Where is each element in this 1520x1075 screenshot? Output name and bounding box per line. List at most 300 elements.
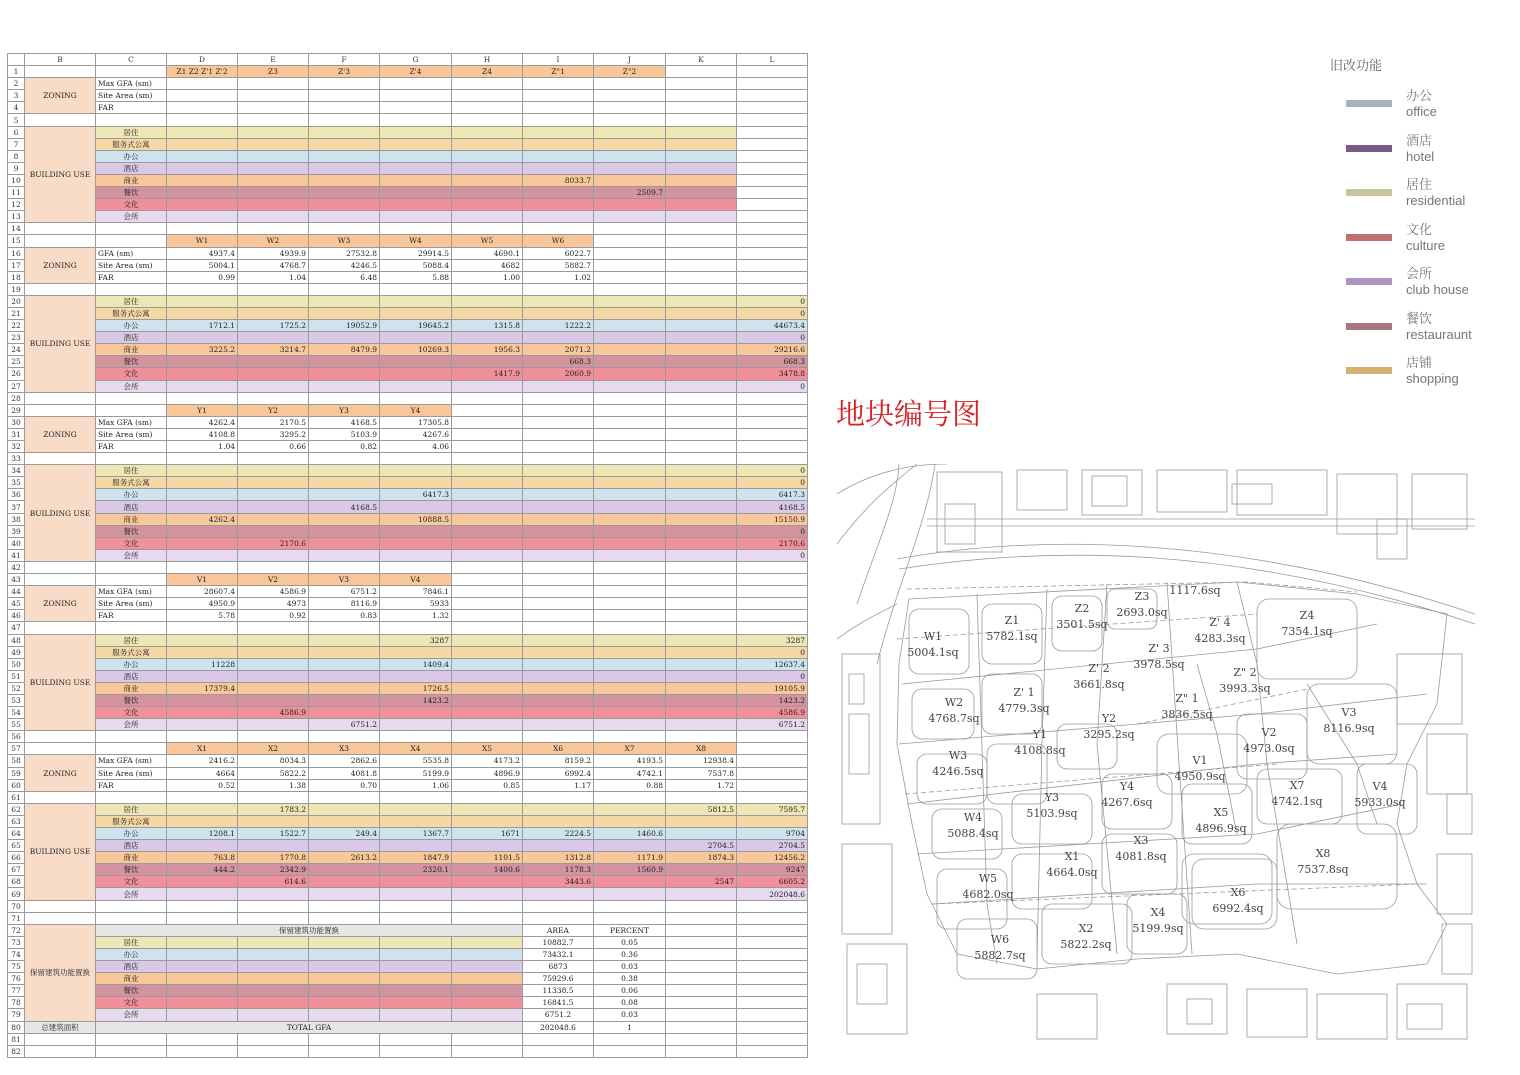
plot-header: X2 [238, 743, 309, 755]
plot-area: 3836.5sq [1161, 708, 1213, 721]
use-name: 服务式公寓 [96, 477, 167, 489]
use-value [380, 549, 452, 561]
plot-area: 2693.0sq [1116, 606, 1168, 619]
plot-id: V4 [1372, 780, 1388, 793]
summary-fill [309, 1009, 380, 1021]
use-value [452, 356, 523, 368]
use-value: 2704.5 [666, 840, 737, 852]
use-value [666, 719, 737, 731]
row-number: 27 [8, 380, 25, 392]
use-value [452, 380, 523, 392]
use-value: 2170.6 [238, 537, 309, 549]
use-value [594, 719, 666, 731]
use-value [309, 465, 380, 477]
use-value [309, 332, 380, 344]
use-value: 10269.3 [380, 344, 452, 356]
summary-percent: 0.38 [594, 973, 666, 985]
sheet-row [8, 803, 808, 815]
empty-cell [25, 900, 96, 912]
empty-cell [594, 235, 666, 247]
empty-cell [737, 622, 808, 634]
use-name: 商业 [96, 852, 167, 864]
zoning-value [167, 102, 238, 114]
legend-en-label: office [1406, 104, 1437, 119]
plot-id: Z" 2 [1233, 666, 1257, 679]
use-value: 3443.6 [523, 876, 594, 888]
use-name: 居住 [96, 465, 167, 477]
use-value [523, 501, 594, 513]
empty-cell [96, 574, 167, 586]
use-value [167, 187, 238, 199]
sheet-row [8, 694, 808, 706]
use-value [309, 513, 380, 525]
summary-fill [380, 936, 452, 948]
use-total: 4168.5 [737, 501, 808, 513]
empty-cell [96, 66, 167, 78]
empty-cell [594, 574, 666, 586]
empty-cell [666, 78, 737, 90]
empty-cell [167, 392, 238, 404]
zoning-value: 4939.9 [238, 247, 309, 259]
use-value [238, 356, 309, 368]
empty-cell [452, 428, 523, 440]
sheet-row [8, 864, 808, 876]
use-value [594, 211, 666, 223]
empty-cell [666, 223, 737, 235]
row-number: 24 [8, 344, 25, 356]
legend-swatch [1346, 323, 1392, 330]
summary-fill [452, 997, 523, 1009]
empty-cell [96, 622, 167, 634]
empty-cell [666, 973, 737, 985]
plot-area: 4664.0sq [1046, 866, 1098, 879]
use-value: 17379.4 [167, 682, 238, 694]
use-value [309, 888, 380, 900]
zoning-value: 0.66 [238, 441, 309, 453]
legend-cn-label: 餐饮 [1406, 311, 1433, 327]
empty-cell [666, 271, 737, 283]
use-value [452, 694, 523, 706]
use-value [167, 888, 238, 900]
empty-cell [309, 1045, 380, 1057]
plot-header: Z"1 [523, 66, 594, 78]
empty-cell [666, 1033, 737, 1045]
use-value [238, 694, 309, 706]
use-value [523, 295, 594, 307]
use-value [452, 888, 523, 900]
summary-fill [309, 948, 380, 960]
zoning-value: 17305.8 [380, 416, 452, 428]
plot-header: V3 [309, 574, 380, 586]
empty-cell [167, 283, 238, 295]
row-number: 52 [8, 682, 25, 694]
use-value [666, 150, 737, 162]
use-value [666, 864, 737, 876]
legend-cn-label: 居住 [1406, 178, 1433, 193]
summary-area: 73432.1 [523, 948, 594, 960]
empty-cell [523, 223, 594, 235]
plot-area: 3993.3sq [1219, 682, 1271, 695]
use-value: 4262.4 [167, 513, 238, 525]
empty-cell [452, 574, 523, 586]
sheet-row [8, 187, 808, 199]
use-total: 0 [737, 670, 808, 682]
use-value: 5812.5 [666, 803, 737, 815]
empty-cell [523, 441, 594, 453]
use-value [167, 150, 238, 162]
plot-id: X3 [1133, 834, 1149, 847]
use-value [380, 670, 452, 682]
empty-cell [380, 561, 452, 573]
sheet-row [8, 586, 808, 598]
building-use-label: BUILDING USE [25, 803, 96, 900]
use-total [737, 126, 808, 138]
summary-fill [167, 973, 238, 985]
use-value [666, 187, 737, 199]
empty-cell [594, 392, 666, 404]
empty-cell [666, 416, 737, 428]
row-number: 47 [8, 622, 25, 634]
empty-cell [452, 441, 523, 453]
row-number: 32 [8, 441, 25, 453]
use-value [523, 670, 594, 682]
use-name: 居住 [96, 634, 167, 646]
use-value [666, 199, 737, 211]
use-value: 1423.2 [380, 694, 452, 706]
empty-cell [380, 223, 452, 235]
row-number: 43 [8, 574, 25, 586]
zoning-value: 4168.5 [309, 416, 380, 428]
use-value: 8479.9 [309, 344, 380, 356]
use-value [167, 380, 238, 392]
total-gfa-label: TOTAL GFA [96, 1021, 523, 1033]
row-number: 50 [8, 658, 25, 670]
row-number: 39 [8, 525, 25, 537]
row-number: 46 [8, 610, 25, 622]
empty-cell [25, 791, 96, 803]
empty-cell [452, 731, 523, 743]
empty-cell [666, 622, 737, 634]
zoning-value: 5103.9 [309, 428, 380, 440]
legend-en-label: hotel [1406, 148, 1435, 164]
row-number: 18 [8, 271, 25, 283]
use-value [594, 199, 666, 211]
use-value [167, 876, 238, 888]
use-value [167, 174, 238, 186]
use-name: 餐饮 [96, 525, 167, 537]
summary-fill [380, 1009, 452, 1021]
use-value [594, 368, 666, 380]
zoning-value: 1.38 [238, 779, 309, 791]
empty-cell [25, 731, 96, 743]
legend-swatch [1346, 100, 1392, 107]
use-value [167, 126, 238, 138]
use-value [309, 537, 380, 549]
use-value [309, 489, 380, 501]
zoning-value: 4262.4 [167, 416, 238, 428]
zoning-value: 1.06 [380, 779, 452, 791]
map-title: 地块编号图 [836, 397, 982, 431]
use-value: 2071.2 [523, 344, 594, 356]
sheet-row [8, 610, 808, 622]
row-number: 10 [8, 174, 25, 186]
use-value: 1400.6 [452, 864, 523, 876]
use-value [309, 295, 380, 307]
use-value: 2224.5 [523, 828, 594, 840]
empty-cell [309, 622, 380, 634]
plot-id: W3 [948, 749, 968, 762]
use-value [167, 489, 238, 501]
empty-cell [737, 961, 808, 973]
use-value [666, 682, 737, 694]
empty-cell [737, 235, 808, 247]
zoning-value: 12938.4 [666, 755, 737, 767]
use-value [594, 501, 666, 513]
use-name: 酒店 [96, 162, 167, 174]
use-value [238, 815, 309, 827]
use-value [666, 525, 737, 537]
empty-cell [523, 900, 594, 912]
empty-cell [523, 114, 594, 126]
use-value [380, 888, 452, 900]
column-header: J [594, 54, 666, 66]
sheet-row [8, 138, 808, 150]
use-value [452, 138, 523, 150]
empty-cell [594, 586, 666, 598]
use-value [594, 174, 666, 186]
use-value [238, 199, 309, 211]
plot-id: Z1 [1004, 614, 1020, 627]
empty-cell [96, 900, 167, 912]
empty-cell [666, 428, 737, 440]
use-name: 酒店 [96, 840, 167, 852]
zoning-value: 4742.1 [594, 767, 666, 779]
use-value [309, 840, 380, 852]
sheet-row [8, 356, 808, 368]
use-total: 29216.6 [737, 344, 808, 356]
use-value: 6751.2 [309, 719, 380, 731]
use-value [309, 162, 380, 174]
use-value [309, 187, 380, 199]
use-value [452, 126, 523, 138]
plot-area: 5882.7sq [974, 949, 1026, 962]
empty-cell [594, 271, 666, 283]
zoning-value [238, 78, 309, 90]
summary-percent: 0.05 [594, 936, 666, 948]
percent-header: PERCENT [594, 924, 666, 936]
empty-cell [167, 453, 238, 465]
empty-cell [380, 731, 452, 743]
empty-cell [238, 1045, 309, 1057]
row-number: 36 [8, 489, 25, 501]
empty-cell [594, 912, 666, 924]
summary-use-name: 餐饮 [96, 985, 167, 997]
zoning-value [380, 102, 452, 114]
empty-cell [594, 791, 666, 803]
use-value: 1874.3 [666, 852, 737, 864]
zoning-value: 27532.8 [309, 247, 380, 259]
sheet-row [8, 283, 808, 295]
use-name: 服务式公寓 [96, 815, 167, 827]
use-total: 3478.8 [737, 368, 808, 380]
use-total: 15150.9 [737, 513, 808, 525]
use-value: 614.6 [238, 876, 309, 888]
empty-cell [737, 779, 808, 791]
plot-header: W6 [523, 235, 594, 247]
use-value: 1171.9 [594, 852, 666, 864]
zoning-value: 0.92 [238, 610, 309, 622]
use-value [594, 525, 666, 537]
zoning-value: 1.00 [452, 271, 523, 283]
use-value [523, 489, 594, 501]
zoning-value: 5199.9 [380, 767, 452, 779]
column-header: F [309, 54, 380, 66]
zoning-value: 8159.2 [523, 755, 594, 767]
use-value [594, 646, 666, 658]
empty-cell [167, 1033, 238, 1045]
empty-cell [238, 453, 309, 465]
use-value: 4586.9 [238, 707, 309, 719]
sheet-row [8, 344, 808, 356]
zoning-value: 1.17 [523, 779, 594, 791]
empty-cell [737, 1045, 808, 1057]
legend-en-label: culture [1406, 237, 1446, 253]
use-value [380, 174, 452, 186]
plot-area: 3978.5sq [1133, 658, 1185, 671]
zoning-label: ZONING [25, 78, 96, 114]
use-value [594, 840, 666, 852]
use-value [523, 332, 594, 344]
row-number: 26 [8, 368, 25, 380]
map-linework [837, 464, 1475, 1039]
empty-cell [452, 404, 523, 416]
summary-use-name: 文化 [96, 997, 167, 1009]
summary-fill [380, 948, 452, 960]
empty-cell [666, 586, 737, 598]
use-total: 6417.3 [737, 489, 808, 501]
use-value [452, 670, 523, 682]
use-value [594, 162, 666, 174]
zoning-value [309, 78, 380, 90]
zoning-value: 4896.9 [452, 767, 523, 779]
use-value [380, 525, 452, 537]
sheet-row [8, 174, 808, 186]
empty-cell [737, 78, 808, 90]
use-value [309, 658, 380, 670]
zoning-value: 6751.2 [309, 586, 380, 598]
use-value [666, 295, 737, 307]
empty-cell [523, 610, 594, 622]
empty-cell [25, 392, 96, 404]
row-number: 75 [8, 961, 25, 973]
zoning-value [594, 78, 666, 90]
row-number: 68 [8, 876, 25, 888]
plot-header: Z'4 [380, 66, 452, 78]
use-value [666, 477, 737, 489]
empty-cell [309, 114, 380, 126]
empty-cell [666, 912, 737, 924]
plot-id: Y2 [1101, 712, 1117, 725]
sheet-row [8, 767, 808, 779]
empty-cell [452, 392, 523, 404]
retain-function-label: 保留建筑功能置换 [25, 924, 96, 1021]
use-value: 1712.1 [167, 320, 238, 332]
empty-cell [594, 561, 666, 573]
column-header: C [96, 54, 167, 66]
empty-cell [167, 622, 238, 634]
plot-id: Y1 [1032, 728, 1048, 741]
row-number: 12 [8, 199, 25, 211]
row-number: 82 [8, 1045, 25, 1057]
use-value [666, 634, 737, 646]
empty-cell [25, 114, 96, 126]
use-value [167, 719, 238, 731]
zoning-value: 4193.5 [594, 755, 666, 767]
summary-percent: 0.03 [594, 1009, 666, 1021]
use-value [380, 815, 452, 827]
empty-cell [594, 247, 666, 259]
plot-id: Z4 [1299, 609, 1315, 622]
column-header-row [8, 54, 808, 66]
summary-area: 11338.5 [523, 985, 594, 997]
use-value: 1726.5 [380, 682, 452, 694]
plot-area: 4950.9sq [1174, 770, 1226, 783]
zoning-value: 1.32 [380, 610, 452, 622]
summary-fill [167, 948, 238, 960]
empty-cell [737, 1033, 808, 1045]
plot-header: Y1 [167, 404, 238, 416]
use-name: 会所 [96, 719, 167, 731]
zoning-value [167, 78, 238, 90]
row-number: 8 [8, 150, 25, 162]
use-total: 2704.5 [737, 840, 808, 852]
row-number: 70 [8, 900, 25, 912]
plot-header: V2 [238, 574, 309, 586]
empty-cell [96, 743, 167, 755]
row-number: 59 [8, 767, 25, 779]
use-value: 1560.9 [594, 864, 666, 876]
use-value [594, 537, 666, 549]
row-number: 62 [8, 803, 25, 815]
use-value [167, 815, 238, 827]
zoning-value: 5933 [380, 598, 452, 610]
use-value [666, 694, 737, 706]
summary-area: 6751.2 [523, 1009, 594, 1021]
empty-cell [238, 1033, 309, 1045]
plot-header: X7 [594, 743, 666, 755]
summary-fill [452, 985, 523, 997]
summary-fill [309, 961, 380, 973]
empty-cell [452, 586, 523, 598]
summary-use-name: 会所 [96, 1009, 167, 1021]
empty-cell [167, 223, 238, 235]
use-value: 1522.7 [238, 828, 309, 840]
zoning-value: 6022.7 [523, 247, 594, 259]
use-value [666, 549, 737, 561]
empty-cell [737, 453, 808, 465]
empty-cell [737, 561, 808, 573]
summary-fill [238, 985, 309, 997]
empty-cell [167, 731, 238, 743]
use-value [666, 646, 737, 658]
use-value [238, 162, 309, 174]
use-value [666, 332, 737, 344]
empty-cell [96, 1045, 167, 1057]
use-value [309, 815, 380, 827]
plot-area: 4283.3sq [1194, 632, 1246, 645]
use-value [167, 138, 238, 150]
empty-cell [96, 912, 167, 924]
